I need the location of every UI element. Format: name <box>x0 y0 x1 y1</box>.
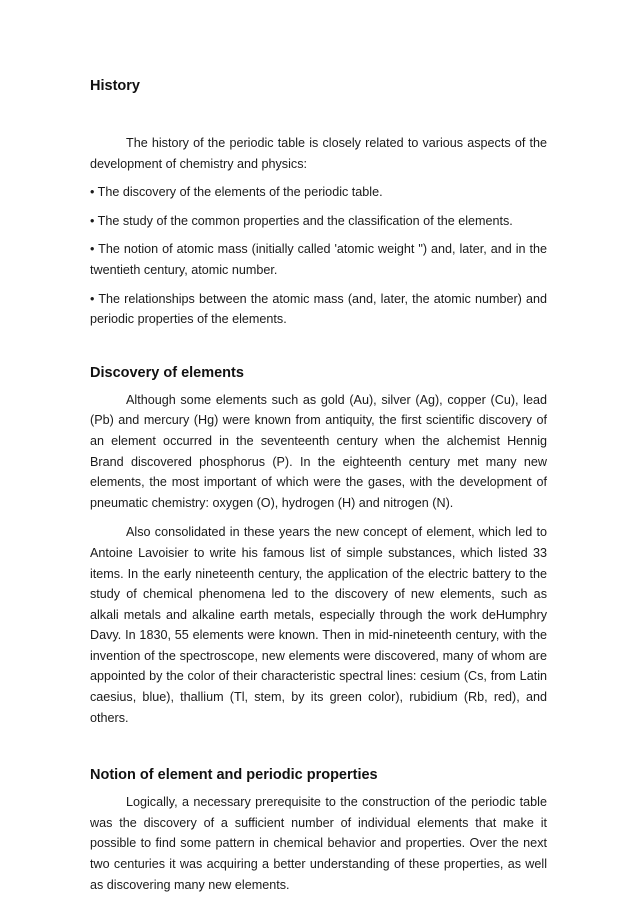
discovery-heading: Discovery of elements <box>90 364 244 381</box>
history-bullet-3: • The notion of atomic mass (initially called 'atomic weight ") and, later, and in the twentieth century, atomic number. <box>90 242 547 277</box>
history-bullet-2: • The study of the common properties and the classification of the elements. <box>90 213 513 228</box>
notion-heading: Notion of element and periodic properties <box>90 767 378 784</box>
notion-paragraph-1: Logically, a necessary prerequisite to the construction of the periodic table was the discovery of a sufficient number of individual elements that make it possible to find some pattern in chemical behavior and properties. Over the next two centuries it was acquiring a better understanding of these properties, as well as discovering many new elements. <box>90 795 547 892</box>
history-intro-paragraph: The history of the periodic table is closely related to various aspects of the development of chemistry and physics: <box>90 136 547 171</box>
history-bullet-1: • The discovery of the elements of the periodic table. <box>90 185 383 200</box>
history-heading: History <box>90 78 140 94</box>
discovery-paragraph-1: Although some elements such as gold (Au), silver (Ag), copper (Cu), lead (Pb) and mercury (Hg) were known from antiquity, the first scientific discovery of an element occurred in the seventeenth century when the alchemist Hennig Brand discovered phosphorus (P). In the eighteenth century met many new elements, the most important of which were the gases, with the development of pneumatic chemistry: oxygen (O), hydrogen (H) and nitrogen (N). <box>90 392 547 510</box>
history-bullet-4: • The relationships between the atomic mass (and, later, the atomic number) and periodic properties of the elements. <box>90 291 547 327</box>
discovery-paragraph-2: Also consolidated in these years the new concept of element, which led to Antoine Lavoisier to write his famous list of simple substances, which listed 33 items. In the early nineteenth century, the application of the electric battery to the study of chemical phenomena led to the discovery of new elements, such as alkali metals and alkaline earth metals, especially through the work deHumphry Davy. In 1830, 55 elements were known. Then in mid-nineteenth century, with the invention of the spectroscope, new elements were discovered, many of whom are appointed by the color of their characteristic spectral lines: cesium (Cs, from Latin caesius, blue), thallium (Tl, stem, by its green color), rubidium (Rb, red), and others. <box>90 525 547 725</box>
document-page <box>90 76 547 895</box>
